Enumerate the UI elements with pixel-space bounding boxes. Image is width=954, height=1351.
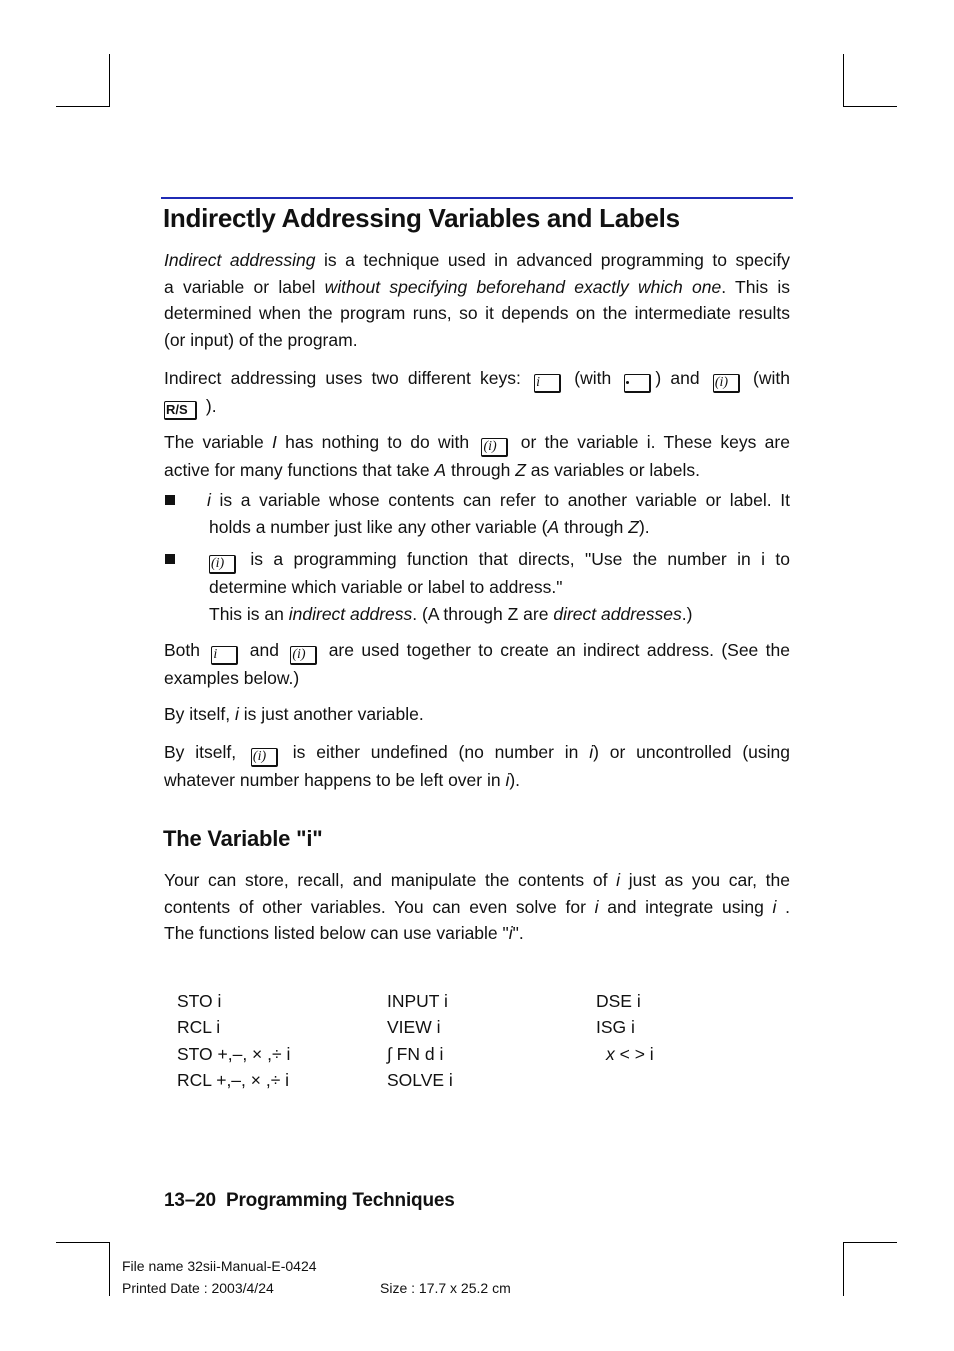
page-number: 13–20 bbox=[164, 1190, 216, 1211]
function-item: VIEW i bbox=[387, 1017, 441, 1037]
bullet-square-icon bbox=[165, 495, 175, 505]
function-item: INPUT i bbox=[387, 991, 448, 1011]
keys-line-2: R/S ). bbox=[164, 393, 790, 420]
by-itself-2-line-2: whatever number happens to be left over in i). bbox=[164, 770, 521, 790]
section-subheading: The Variable "i" bbox=[163, 826, 323, 851]
intro-line-2: a variable or label without specifying beforehand exactly which one. This is bbox=[164, 276, 791, 297]
by-itself-paragraph-2 bbox=[164, 739, 790, 794]
both-line-1: Both i and (i) are used together to create an indirect address. (See the bbox=[164, 637, 790, 665]
intro-paragraph bbox=[164, 247, 790, 353]
paren-i-key-icon: (i) bbox=[251, 748, 278, 767]
file-name: File name 32sii-Manual-E-0424 bbox=[122, 1258, 317, 1274]
both-paragraph bbox=[164, 637, 790, 692]
i-key-icon: i bbox=[211, 646, 238, 665]
function-item: RCL i bbox=[177, 1017, 221, 1037]
both-line-2: examples below.) bbox=[164, 668, 300, 688]
footer-section-title: Programming Techniques bbox=[226, 1190, 455, 1211]
page-heading: Indirectly Addressing Variables and Labels bbox=[163, 203, 680, 233]
bullet-2-line-1: (i) is a programming function that directs, "Use the number in i to bbox=[209, 546, 790, 574]
function-item: RCL +,–, × ,÷ i bbox=[177, 1070, 290, 1090]
crop-mark-bottom-right-h bbox=[843, 1242, 897, 1243]
bullet-item-1 bbox=[207, 487, 790, 540]
bullet-square-icon bbox=[165, 554, 175, 564]
crop-mark-bottom-right-v bbox=[843, 1242, 844, 1296]
intro-line-3: determined when the program runs, so it depends on the intermediate results bbox=[164, 303, 790, 323]
bullet-2-line-2: determine which variable or label to address." bbox=[209, 577, 563, 597]
function-item: STO +,–, × ,÷ i bbox=[177, 1044, 291, 1064]
crop-mark-top-right-h bbox=[843, 106, 897, 107]
function-item: x < > i bbox=[606, 1044, 654, 1064]
function-item: DSE i bbox=[596, 991, 641, 1011]
page-size: Size : 17.7 x 25.2 cm bbox=[380, 1280, 511, 1296]
bullet-1-line-1: i is a variable whose contents can refer to another variable or label. It bbox=[207, 490, 790, 510]
bullet-item-2 bbox=[209, 546, 790, 627]
usage-line-3: The functions listed below can use variable "i". bbox=[164, 923, 524, 943]
function-item: ISG i bbox=[596, 1017, 635, 1037]
function-item: STO i bbox=[177, 991, 222, 1011]
variable-i-paragraph bbox=[164, 429, 790, 484]
crop-mark-bottom-left-v bbox=[109, 1242, 110, 1296]
variable-i-usage-paragraph bbox=[164, 867, 790, 947]
paren-i-key-icon: (i) bbox=[290, 646, 317, 665]
by-itself-paragraph-1 bbox=[164, 701, 790, 728]
variable-line-1: The variable I has nothing to do with (i) or the variable i. These keys are bbox=[164, 429, 790, 457]
crop-mark-top-left-h bbox=[56, 106, 110, 107]
i-key-icon: i bbox=[534, 374, 561, 393]
intro-line-1: Indirect addressing is a technique used in advanced programming to specify bbox=[164, 250, 790, 270]
keys-paragraph bbox=[164, 365, 790, 420]
page-footer bbox=[164, 1190, 455, 1212]
printed-date: Printed Date : 2003/4/24 bbox=[122, 1280, 274, 1296]
crop-mark-bottom-left-h bbox=[56, 1242, 110, 1243]
by-itself-1-line: By itself, i is just another variable. bbox=[164, 704, 424, 724]
bullet-1-line-2: holds a number just like any other variable (A through Z). bbox=[209, 516, 650, 537]
crop-mark-top-right-v bbox=[843, 54, 844, 106]
usage-line-2: contents of other variables. You can even solve for i and integrate using i . bbox=[164, 896, 790, 917]
function-item: ∫ FN d i bbox=[387, 1044, 444, 1064]
paren-i-key-icon: (i) bbox=[713, 374, 740, 393]
heading-rule bbox=[161, 197, 793, 199]
crop-mark-top-left-v bbox=[109, 54, 110, 106]
bullet-2-line-3: This is an indirect address. (A through Z are direct addresses.) bbox=[209, 603, 693, 624]
decimal-point-key-icon bbox=[624, 374, 651, 393]
paren-i-key-icon: (i) bbox=[481, 438, 508, 457]
by-itself-2-line-1: By itself, (i) is either undefined (no number in i) or uncontrolled (using bbox=[164, 739, 790, 767]
run-stop-key-icon: R/S bbox=[164, 401, 197, 420]
intro-line-4: (or input) of the program. bbox=[164, 329, 358, 350]
function-item: SOLVE i bbox=[387, 1070, 453, 1090]
usage-line-1: Your can store, recall, and manipulate the contents of i just as you car, the bbox=[164, 870, 791, 890]
paren-i-key-icon: (i) bbox=[209, 555, 236, 574]
keys-line-1: Indirect addressing uses two different keys: i (with ) and (i) (with bbox=[164, 365, 790, 393]
variable-line-2: active for many functions that take A through Z as variables or labels. bbox=[164, 460, 701, 480]
